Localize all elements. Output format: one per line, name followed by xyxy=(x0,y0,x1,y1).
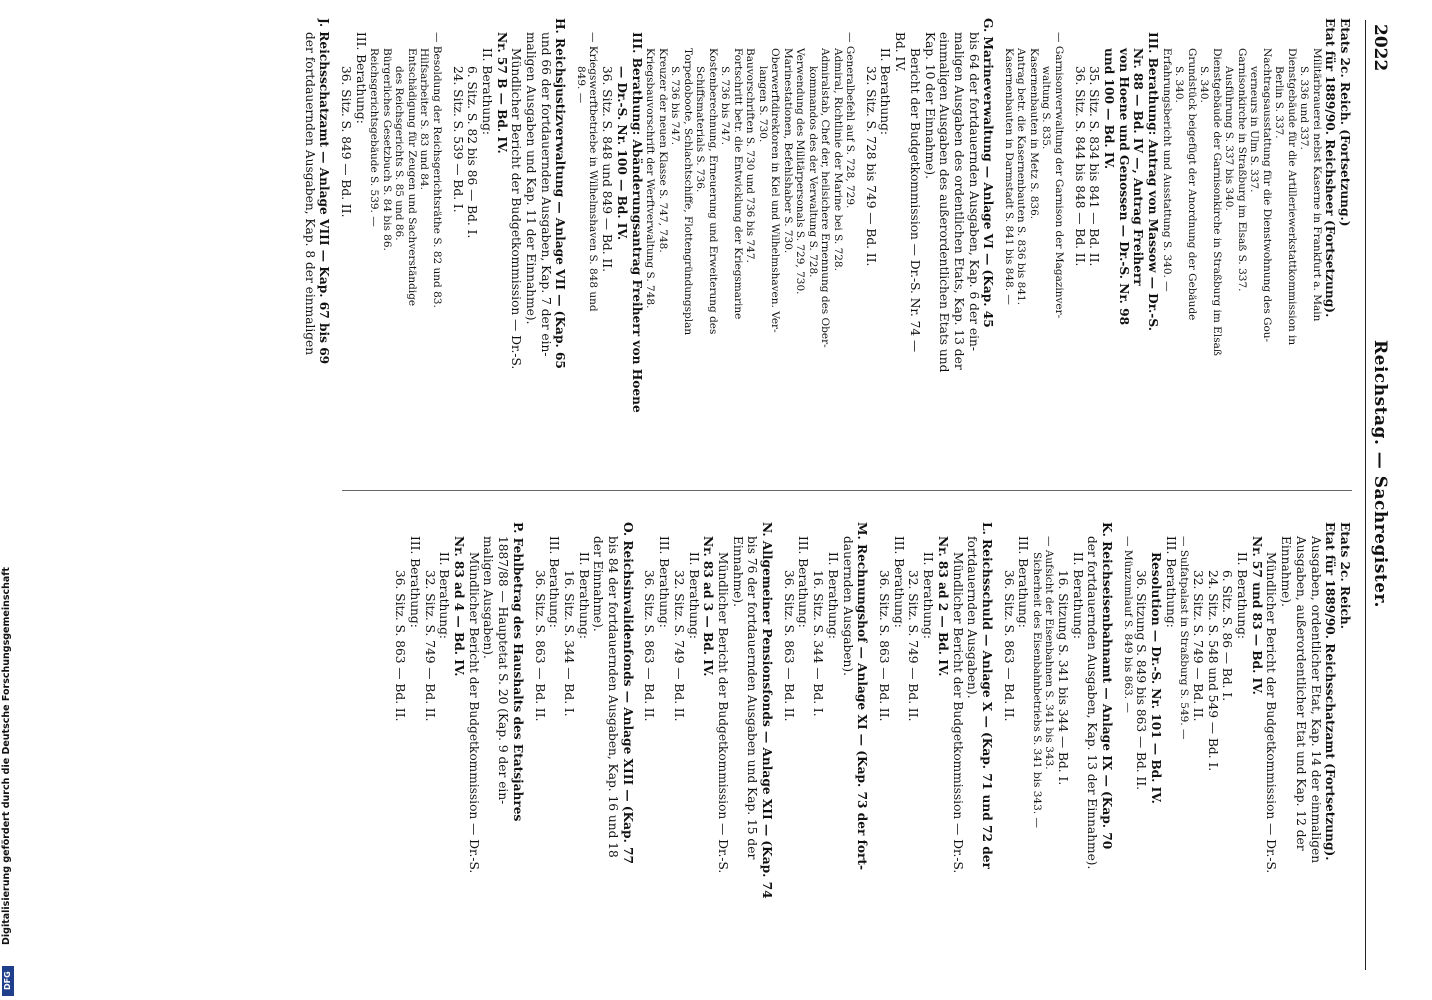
rotated-page xyxy=(52,0,1432,990)
index-line: P. Fehlbetrag des Haushalts des Etatsjahres xyxy=(510,522,525,822)
index-line: Nr. 57 B — Bd. IV. xyxy=(494,32,509,154)
index-line: Hilfsarbeiter S. 83 und 84. xyxy=(418,48,431,190)
index-line: Nr. 83 ad 2 — Bd. IV. xyxy=(935,536,950,677)
index-line: 36. Sitz. S. 863 — Bd. II. xyxy=(877,570,892,722)
index-line: Schiffsmaterials S. 736. xyxy=(694,66,707,193)
index-line: Kriegsbauvorschrift der Werftverwaltung S. 748. xyxy=(644,48,657,309)
index-line: Militärbrauerei nebst Kaserne in Frankfurt a. Main xyxy=(1310,48,1323,322)
index-line: II. Berathung: xyxy=(437,552,452,639)
index-line xyxy=(1065,18,1072,463)
index-line: O. Reichsinvalidenfonds — Anlage XIII — (Kap. 77 xyxy=(620,522,635,865)
index-line: Resolution — Dr.-S. Nr. 101 — Bd. IV. xyxy=(1149,552,1164,804)
column-divider xyxy=(342,490,1352,491)
index-line: Oberwerftdirektoren in Kiel und Wilhelmshaven. Ver- xyxy=(769,48,782,333)
index-line: Garnisonkirche in Straßburg im Elsaß S. 337. xyxy=(1235,48,1248,292)
index-line: 36. Sitz. S. 849 — Bd. II. xyxy=(339,66,354,218)
index-line: II. Berathung: xyxy=(479,48,494,135)
index-line: III. Berathung: xyxy=(547,536,562,628)
index-line: Einnahme). xyxy=(1279,536,1294,608)
index-line: N. Allgemeiner Pensionsfonds — Anlage XII — (Kap. 74 xyxy=(760,522,775,899)
index-line: 36. Sitz. S. 848 und 849 — Bd. II. xyxy=(600,66,615,272)
index-line: Bericht der Budgetkommission — Dr.-S. Nr. 74 — xyxy=(907,48,922,353)
index-line: 16. Sitz. S. 344 — Bd. I. xyxy=(561,570,576,717)
index-line: maligen Ausgaben). xyxy=(481,536,496,659)
index-line: Berlin S. 337. xyxy=(1273,66,1286,139)
index-line: der fortdauernden Ausgaben, Kap. 8 der einmaligen xyxy=(302,32,317,356)
index-line: 849. — xyxy=(574,66,587,104)
index-line: Admiralstab, Chef der, heilsichere Ernennung des Ober- xyxy=(819,48,832,348)
index-line: Mündlicher Bericht der Budgetkommission — Dr.-S. xyxy=(509,48,524,370)
index-line: K. Reichseisenbahnamt — Anlage IX — (Kap. 70 xyxy=(1100,522,1115,850)
index-line: Nr. 88 — Bd. IV —, Antrag Freiherr xyxy=(1131,48,1146,286)
index-line: Etat für 1889/90. Reichsschatzamt (Fortsetzung). xyxy=(1323,522,1338,861)
index-line: Admiral, Richtlinie der Marine bei S. 728. xyxy=(831,48,844,271)
right-column xyxy=(393,522,1352,967)
index-line: Etats 2c. Reich. xyxy=(1338,522,1352,629)
index-line: 36. Sitz. S. 863 — Bd. II. xyxy=(393,570,408,722)
index-line: Etat für 1889/90. Reichsheer (Fortsetzung). xyxy=(1323,18,1338,318)
index-line: III. Berathung: xyxy=(1016,536,1031,628)
index-line: waltung S. 835. xyxy=(1040,66,1053,150)
index-line: J. Reichsschatzamt — Anlage VIII — Kap. 67 bis 69 xyxy=(317,18,332,365)
index-line: maligen Ausgaben des ordentlichen Etats, Kap. 13 der xyxy=(951,32,966,370)
index-line xyxy=(567,18,574,463)
index-line: bis 76 der fortdauernden Ausgaben und Kap. 15 der xyxy=(745,536,760,860)
index-line: 6. Sitz. S. 82 bis 86 — Bd. I. xyxy=(465,66,480,239)
index-line: 16. Sitz. S. 344 — Bd. I. xyxy=(811,570,826,717)
index-line: II. Berathung: xyxy=(686,552,701,639)
running-title: Reichstag. — Sachregister. xyxy=(1370,340,1390,608)
index-line: Erfahrungsbericht und Ausstattung S. 340. — xyxy=(1160,48,1173,292)
index-line: 24. Sitz. S. 539 — Bd. I. xyxy=(450,66,465,213)
index-line: der fortdauernden Ausgaben, Kap. 13 der Einnahme). xyxy=(1085,536,1100,870)
index-line: Kreuzer der neuen Klasse S. 747, 748. xyxy=(656,48,669,253)
index-line: — Aufsicht der Eisenbahnen S. 341 bis 343. xyxy=(1043,536,1056,770)
index-line: Nachtragsausstattung für die Dienstwohnung des Gou- xyxy=(1260,48,1273,343)
index-line: — Dr.-S. Nr. 100 — Bd. IV. xyxy=(614,66,629,241)
index-line: G. Marineverwaltung — Anlage VI — (Kap. 45 xyxy=(981,18,996,328)
index-line: Kap. 10 der Einnahme). xyxy=(922,32,937,180)
index-line: Antrag betr. die Kasernenbauten S. 836 bis 841. xyxy=(1015,48,1028,306)
index-line: Kasernenbauten in Darmstadt S. 841 bis 848. — xyxy=(1002,48,1015,305)
index-line xyxy=(774,522,781,967)
index-line: 32. Sitz. S. 749 — Bd. II. xyxy=(906,570,921,722)
index-line: III. Berathung: xyxy=(1163,536,1178,628)
index-line: II. Berathung: xyxy=(576,552,591,639)
index-line: Ausgaben, außerordentlicher Etat und Kap. 12 der xyxy=(1293,536,1308,851)
index-line: Dienstgebäude der Garnisonkirche in Straßburg im Elsaß xyxy=(1210,48,1223,356)
index-line: III. Berathung: xyxy=(796,536,811,628)
index-line: H. Reichsjustizverwaltung — Anlage VII — (Kap. 65 xyxy=(553,18,568,369)
index-line: Bauvorschriften S. 730 und 736 bis 747. xyxy=(744,48,757,263)
index-line: 35. Sitz. S. 834 bis 841 — Bd. II. xyxy=(1087,66,1102,267)
index-line: 6. Sitz. S. 86 — Bd. I. xyxy=(1220,570,1235,702)
index-line: 36. Sitz. S. 863 — Bd. II. xyxy=(642,570,657,722)
index-line: — Kriegswerftbetriebe in Wilhelmshaven S. 848 und xyxy=(587,32,600,312)
index-line: III. Berathung: xyxy=(657,536,672,628)
index-line: bis 64 der fortdauernden Ausgaben, Kap. 6 der ein- xyxy=(966,32,981,351)
index-line: S. 340. xyxy=(1198,66,1211,103)
index-line: dauernden Ausgaben). xyxy=(840,536,855,677)
index-line xyxy=(1114,522,1121,967)
index-line: — Garnisonverwaltung der Garnison der Magazinver- xyxy=(1052,32,1065,319)
index-line: Dienstgebäude für die Artilleriewerkstattkommission in xyxy=(1285,48,1298,346)
index-line: Fortschritt betr. die Entwicklung der Kriegsmarine xyxy=(731,48,744,320)
index-line: von Hoene und Genossen — Dr.-S. Nr. 98 xyxy=(1116,48,1131,326)
index-line: Mündlicher Bericht der Budgetkommission — Dr.-S. xyxy=(1264,552,1279,874)
index-line: II. Berathung: xyxy=(878,48,893,135)
index-line: Entschädigung für Zeugen und Sachverständige xyxy=(405,48,418,307)
index-line: S. 736 bis 747. xyxy=(669,66,682,146)
index-line: 1887/88 — Hauptetat S. 20 (Kap. 9 der ein- xyxy=(496,536,511,805)
index-line: einmaligen Ausgaben des außerordentlichen Etats und xyxy=(937,32,952,373)
index-line: Bürgerliches Gesetzbuch S. 84 bis 86. xyxy=(380,48,393,251)
index-line: S. 340. xyxy=(1173,66,1186,103)
index-line: 36. Sitz. S. 863 — Bd. II. xyxy=(1001,570,1016,722)
index-line: Mündlicher Bericht der Budgetkommission — Dr.-S. xyxy=(466,552,481,874)
index-line xyxy=(994,522,1001,967)
page-number: 2022 xyxy=(1370,24,1390,72)
index-line: bis 84 der fortdauernden Ausgaben, Kap. 16 und 18 xyxy=(606,536,621,858)
index-line xyxy=(443,18,450,463)
index-line: Torpedoboote, Schlachtschiffe, Flottengründungsplan xyxy=(681,48,694,336)
index-line: L. Reichsschuld — Anlage X — (Kap. 71 und 72 der xyxy=(979,522,994,869)
index-line: Reichsgerichtsgebäude S. 539. — xyxy=(368,48,381,227)
index-line xyxy=(869,522,876,967)
index-line: 32. Sitz. S. 749 — Bd. II. xyxy=(422,570,437,722)
index-line: langen S. 730. xyxy=(756,66,769,143)
index-line: III. Berathung: xyxy=(407,536,422,628)
index-line: 36. Sitz. S. 863 — Bd. II. xyxy=(781,570,796,722)
index-line xyxy=(331,18,338,463)
index-line: Bd. IV. xyxy=(893,32,908,72)
index-line xyxy=(856,18,863,463)
index-line: und 66 der fortdauernden Ausgaben, Kap. 7 der ein- xyxy=(538,32,553,357)
dfg-logo: DFG xyxy=(2,966,14,996)
index-line: Nr. 83 ad 3 — Bd. IV. xyxy=(701,536,716,677)
index-line: Nr. 83 ad 4 — Bd. IV. xyxy=(452,536,467,677)
index-line: — Generalbefehl auf S. 728, 729. xyxy=(844,32,857,209)
index-line: 36. Sitzung S. 849 bis 863 — Bd. II. xyxy=(1134,570,1149,791)
index-line: Verwendung des Militärpersonals S. 729, 730. xyxy=(794,48,807,295)
index-line: Kasernenbauten in Metz S. 836. xyxy=(1027,48,1040,220)
digitization-note: Digitalisierung gefördert durch die Deutsche Forschungsgemeinschaft xyxy=(1,567,12,945)
index-line: der Einnahme). xyxy=(591,536,606,632)
index-line: 36. Sitz. S. 844 bis 848 — Bd. II. xyxy=(1072,66,1087,267)
index-line: Grundstück beigefügt der Anordnung der Gebäude xyxy=(1185,48,1198,321)
index-line: Ausgaben, ordentlicher Etat, Kap. 14 der einmaligen xyxy=(1308,536,1323,864)
index-line: II. Berathung: xyxy=(1070,552,1085,639)
index-line: II. Berathung: xyxy=(1235,552,1250,639)
index-line: III. Berathung: Abänderungsantrag Freiherr von Hoene xyxy=(629,32,644,413)
index-line: des Reichsgerichts S. 85 und 86. xyxy=(393,66,406,241)
index-line: Sicherheit des Eisenbahnbetriebs S. 341 bis 343. — xyxy=(1030,552,1043,828)
index-line: Einnahme). xyxy=(730,536,745,608)
index-line: Nr. 57 und 83 — Bd. IV. xyxy=(1249,536,1264,695)
index-line: Marinestationen, Befehlshaber S. 730. xyxy=(781,48,794,254)
index-line: 32. Sitz. S. 728 bis 749 — Bd. II. xyxy=(863,66,878,267)
index-line xyxy=(525,522,532,967)
page-header xyxy=(1365,20,1392,970)
index-line: maligen Ausgaben und Kap. 11 der Einnahme). xyxy=(524,32,539,325)
index-line: — Besoldung der Reichsgerichtsräthe S. 82 und 83. xyxy=(430,32,443,308)
index-line: 24. Sitz. S. 548 und 549 — Bd. I. xyxy=(1205,570,1220,772)
index-line xyxy=(635,522,642,967)
index-line: 16. Sitzung S. 341 bis 344 — Bd. I. xyxy=(1056,570,1071,786)
index-line: III. Berathung: xyxy=(891,536,906,628)
index-line: und 100 — Bd. IV. xyxy=(1101,48,1116,170)
index-line: 36. Sitz. S. 863 — Bd. II. xyxy=(532,570,547,722)
index-line: Kostenberechnung, Erneuerung und Erweiterung des xyxy=(706,48,719,335)
index-line: II. Berathung: xyxy=(825,552,840,639)
index-line: III. Berathung: Antrag von Massow — Dr.-S. xyxy=(1146,32,1161,331)
index-line: verneurs in Ulm S. 337. xyxy=(1248,66,1261,193)
index-line: II. Berathung: xyxy=(921,552,936,639)
index-line: S. 336 und 337. xyxy=(1298,66,1311,150)
index-line: Etats 2c. Reich. (Fortsetzung.) xyxy=(1338,18,1352,227)
index-line: 32. Sitz. S. 749 — Bd. II. xyxy=(671,570,686,722)
index-line: Mündlicher Bericht der Budgetkommission — Dr.-S. xyxy=(950,552,965,874)
index-line: fortdauernden Ausgaben). xyxy=(965,536,980,699)
index-line: — Münzumlauf S. 849 bis 863. — xyxy=(1121,536,1134,713)
index-line: M. Rechnungshof — Anlage XI — (Kap. 73 der fort- xyxy=(855,522,870,871)
index-line: kommandos des der Verwaltung S. 728. xyxy=(806,66,819,278)
index-line: III. Berathung: xyxy=(353,32,368,124)
index-line: 32. Sitz. S. 749 — Bd. II. xyxy=(1190,570,1205,722)
left-column xyxy=(302,18,1352,463)
index-line xyxy=(995,18,1002,463)
index-line: — Sulfatpalast in Straßburg S. 549. — xyxy=(1178,536,1191,740)
index-line: Ausführung S. 337 bis 340. xyxy=(1223,66,1236,211)
index-line: S. 736 bis 747. xyxy=(719,66,732,146)
index-line: Mündlicher Bericht der Budgetkommission — Dr.-S. xyxy=(715,552,730,874)
